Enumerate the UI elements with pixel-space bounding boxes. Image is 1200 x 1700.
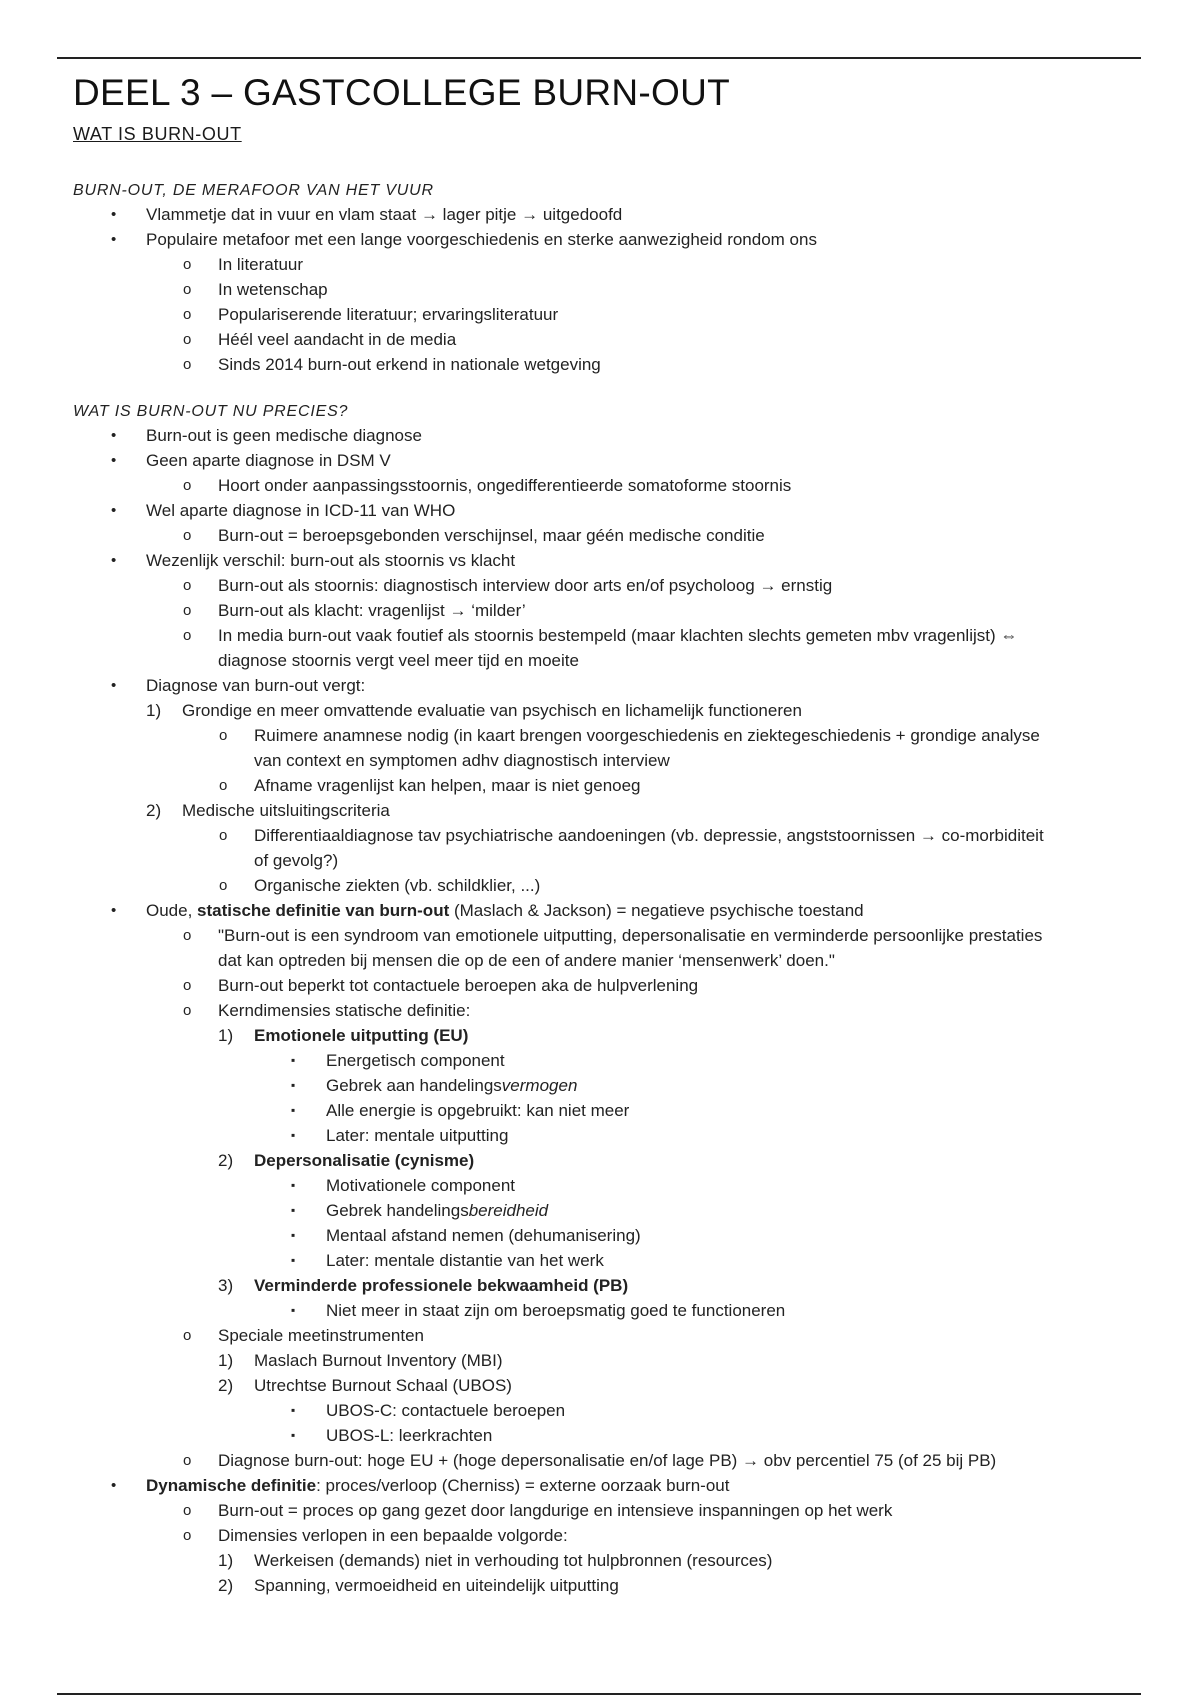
numbered-item: 2) Medische uitsluitingscriteria [146, 801, 390, 820]
numbered-item: 2) Spanning, vermoeidheid en uiteindelijk uitputting [218, 1576, 619, 1595]
numbered-item: 1) Werkeisen (demands) niet in verhouding tot hulpbronnen (resources) [218, 1551, 773, 1570]
list-item: ▪ Mentaal afstand nemen (dehumanisering) [73, 1223, 1133, 1248]
list-item: o Diagnose burn-out: hoge EU + (hoge depersonalisatie en/of lage PB) → obv percentiel 75 (of 25 bij PB) [73, 1448, 1133, 1473]
circle-marker: o [183, 477, 192, 494]
numbered-item: 1) Emotionele uitputting (EU) [218, 1026, 469, 1045]
list-item-continuation: dat kan optreden bij mensen die op de een of andere manier ‘mensenwerk’ doen." [218, 951, 835, 970]
list-item: o Differentiaaldiagnose tav psychiatrische aandoeningen (vb. depressie, angststoornissen → co-morbiditeit [73, 823, 1133, 848]
circle-marker: o [183, 627, 192, 644]
circle-marker: o [183, 1452, 192, 1469]
circle-marker: o [183, 527, 192, 544]
list-item: o In media burn-out vaak foutief als stoornis bestempeld (maar klachten slechts gemeten mbv vragenlijst) ⇔ [73, 623, 1133, 648]
square-marker: ▪ [291, 1128, 296, 1142]
list-item: o Burn-out als klacht: vragenlijst → ‘milder’ [73, 598, 1133, 623]
circle-marker: o [183, 977, 192, 994]
square-marker: ▪ [291, 1053, 296, 1067]
chapter-subtitle: WAT IS BURN-OUT [73, 124, 242, 144]
list-item: • Diagnose van burn-out vergt: [73, 673, 1133, 698]
circle-marker: o [183, 602, 192, 619]
list-item-continuation: van context en symptomen adhv diagnostisch interview [254, 751, 670, 770]
section-heading-precies: WAT IS BURN-OUT NU PRECIES? [73, 403, 349, 420]
list-item: • Oude, statische definitie van burn-out (Maslach & Jackson) = negatieve psychische toestand [73, 898, 1133, 923]
square-marker: ▪ [291, 1303, 296, 1317]
list-item: ▪ Motivationele component [73, 1173, 1133, 1198]
circle-marker: o [183, 356, 192, 373]
square-marker: ▪ [291, 1078, 296, 1092]
list-item: o In literatuur [73, 252, 1133, 277]
list-item: o "Burn-out is een syndroom van emotionele uitputting, depersonalisatie en verminderde persoonlijke prestaties [73, 923, 1133, 948]
list-item: ▪ Niet meer in staat zijn om beroepsmatig goed te functioneren [73, 1298, 1133, 1323]
document-body [73, 66, 1133, 1598]
circle-marker: o [183, 1002, 192, 1019]
list-item: ▪ Gebrek handelingsbereidheid [73, 1198, 1133, 1223]
bullet-marker: • [111, 552, 117, 569]
bullet-marker: • [111, 452, 117, 469]
list-item: ▪ Later: mentale distantie van het werk [73, 1248, 1133, 1273]
square-marker: ▪ [291, 1178, 296, 1192]
circle-marker: o [183, 1502, 192, 1519]
circle-marker: o [219, 877, 228, 894]
list-item: o Burn-out als stoornis: diagnostisch interview door arts en/of psycholoog → ernstig [73, 573, 1133, 598]
circle-marker: o [183, 306, 192, 323]
list-item: o Sinds 2014 burn-out erkend in nationale wetgeving [73, 352, 1133, 377]
circle-marker: o [183, 1327, 192, 1344]
bullet-marker: • [111, 677, 117, 694]
list-item: o Speciale meetinstrumenten [73, 1323, 1133, 1348]
list-item: • Populaire metafoor met een lange voorgeschiedenis en sterke aanwezigheid rondom ons [73, 227, 1133, 252]
circle-marker: o [183, 1527, 192, 1544]
list-item: ▪ Alle energie is opgebruikt: kan niet meer [73, 1098, 1133, 1123]
square-marker: ▪ [291, 1428, 296, 1442]
list-item: o Burn-out = proces op gang gezet door langdurige en intensieve inspanningen op het werk [73, 1498, 1133, 1523]
numbered-item: 2) Depersonalisatie (cynisme) [218, 1151, 475, 1170]
circle-marker: o [183, 927, 192, 944]
numbered-item: 1) Grondige en meer omvattende evaluatie van psychisch en lichamelijk functioneren [146, 701, 802, 720]
bullet-marker: • [111, 502, 117, 519]
list-item: • Geen aparte diagnose in DSM V [73, 448, 1133, 473]
list-item: o Dimensies verlopen in een bepaalde volgorde: [73, 1523, 1133, 1548]
list-item: ▪ Gebrek aan handelingsvermogen [73, 1073, 1133, 1098]
list-item: • Wezenlijk verschil: burn-out als stoornis vs klacht [73, 548, 1133, 573]
circle-marker: o [183, 577, 192, 594]
circle-marker: o [219, 827, 228, 844]
list-item: o In wetenschap [73, 277, 1133, 302]
list-item: ▪ UBOS-C: contactuele beroepen [73, 1398, 1133, 1423]
circle-marker: o [219, 777, 228, 794]
square-marker: ▪ [291, 1253, 296, 1267]
list-item: ▪ Later: mentale uitputting [73, 1123, 1133, 1148]
page-title: DEEL 3 – GASTCOLLEGE BURN-OUT [73, 72, 731, 113]
bullet-marker: • [111, 902, 117, 919]
bullet-marker: • [111, 427, 117, 444]
list-item: o Afname vragenlijst kan helpen, maar is niet genoeg [73, 773, 1133, 798]
bottom-rule [57, 1693, 1141, 1695]
circle-marker: o [219, 727, 228, 744]
square-marker: ▪ [291, 1403, 296, 1417]
numbered-item: 1) Maslach Burnout Inventory (MBI) [218, 1351, 503, 1370]
bullet-marker: • [111, 1477, 117, 1494]
list-item: • Dynamische definitie: proces/verloop (Cherniss) = externe oorzaak burn-out [73, 1473, 1133, 1498]
top-rule [57, 57, 1141, 59]
bullet-marker: • [111, 206, 117, 223]
square-marker: ▪ [291, 1203, 296, 1217]
square-marker: ▪ [291, 1103, 296, 1117]
list-item: o Héél veel aandacht in de media [73, 327, 1133, 352]
list-item: o Kerndimensies statische definitie: [73, 998, 1133, 1023]
list-item: o Burn-out beperkt tot contactuele beroepen aka de hulpverlening [73, 973, 1133, 998]
numbered-item: 2) Utrechtse Burnout Schaal (UBOS) [218, 1376, 512, 1395]
list-item: • Vlammetje dat in vuur en vlam staat → lager pitje → uitgedoofd [73, 202, 1133, 227]
square-marker: ▪ [291, 1228, 296, 1242]
list-item: • Burn-out is geen medische diagnose [73, 423, 1133, 448]
list-item: ▪ Energetisch component [73, 1048, 1133, 1073]
circle-marker: o [183, 256, 192, 273]
list-item: o Hoort onder aanpassingsstoornis, ongedifferentieerde somatoforme stoornis [73, 473, 1133, 498]
list-item-continuation: diagnose stoornis vergt veel meer tijd en moeite [218, 651, 579, 670]
circle-marker: o [183, 331, 192, 348]
list-item: • Wel aparte diagnose in ICD-11 van WHO [73, 498, 1133, 523]
list-item: o Organische ziekten (vb. schildklier, ...) [73, 873, 1133, 898]
list-item: o Ruimere anamnese nodig (in kaart brengen voorgeschiedenis en ziektegeschiedenis + grondige analyse [73, 723, 1133, 748]
bullet-marker: • [111, 231, 117, 248]
circle-marker: o [183, 281, 192, 298]
section-heading-metafoor: BURN-OUT, DE MERAFOOR VAN HET VUUR [73, 182, 434, 199]
list-item: o Burn-out = beroepsgebonden verschijnsel, maar géén medische conditie [73, 523, 1133, 548]
list-item: ▪ UBOS-L: leerkrachten [73, 1423, 1133, 1448]
list-item: o Populariserende literatuur; ervaringsliteratuur [73, 302, 1133, 327]
list-item-continuation: of gevolg?) [254, 851, 339, 870]
numbered-item: 3) Verminderde professionele bekwaamheid (PB) [218, 1276, 629, 1295]
